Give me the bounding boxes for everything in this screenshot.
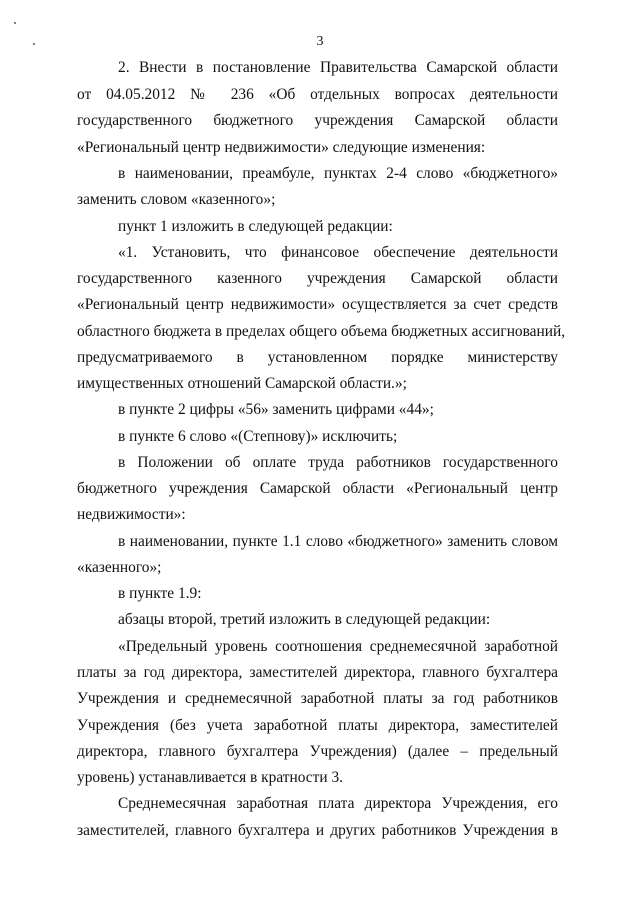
paragraph-line: в пункте 2 цифры «56» заменить цифрами «44»; (118, 401, 434, 418)
paragraph-line: директора, главного бухгалтера Учреждения) (далее – предельный (77, 743, 558, 760)
paragraph-line: в Положении об оплате труда работников государственного (118, 454, 558, 471)
paragraph-line: пункт 1 изложить в следующей редакции: (118, 218, 393, 235)
paragraph-line: предусматриваемого в установленном порядке министерству (77, 349, 558, 366)
paragraph-line: Среднемесячная заработная плата директора Учреждения, его (118, 795, 558, 812)
paragraph-line: заменить словом «казенного»; (77, 191, 276, 208)
paragraph-line: «Региональный центр недвижимости» осуществляется за счет средств (77, 296, 558, 313)
paragraph-line: Учреждения и среднемесячной заработной платы за год работников (77, 690, 558, 707)
paragraph-line: государственного бюджетного учреждения Самарской области (77, 112, 558, 129)
paragraph-line: Учреждения (без учета заработной платы директора, заместителей (77, 717, 558, 734)
paragraph-line: заместителей, главного бухгалтера и других работников Учреждения в (77, 822, 558, 839)
paragraph-line: «Предельный уровень соотношения среднемесячной заработной (118, 638, 558, 655)
scan-artifact (14, 22, 16, 24)
paragraph-line: 2. Внести в постановление Правительства Самарской области (118, 59, 558, 76)
paragraph-line: в пункте 6 слово «(Степнову)» исключить; (118, 428, 398, 445)
paragraph-line: от 04.05.2012 № 236 «Об отдельных вопросах деятельности (77, 86, 558, 103)
paragraph-line: областного бюджета в пределах общего объема бюджетных ассигнований, (77, 323, 566, 340)
paragraph-line: в наименовании, преамбуле, пунктах 2-4 слово «бюджетного» (118, 165, 558, 182)
paragraph-line: недвижимости»: (77, 506, 186, 523)
paragraph-line: платы за год директора, заместителей директора, главного бухгалтера (77, 664, 558, 681)
scan-artifact (33, 43, 35, 45)
paragraph-line: имущественных отношений Самарской области.»; (77, 375, 407, 392)
page-number: 3 (316, 34, 324, 49)
paragraph-line: абзацы второй, третий изложить в следующей редакции: (118, 611, 491, 628)
paragraph-line: «1. Установить, что финансовое обеспечение деятельности (118, 244, 558, 261)
paragraph-line: бюджетного учреждения Самарской области «Региональный центр (77, 480, 558, 497)
paragraph-line: «Региональный центр недвижимости» следующие изменения: (77, 139, 486, 156)
paragraph-line: в пункте 1.9: (118, 585, 202, 602)
paragraph-line: в наименовании, пункте 1.1 слово «бюджетного» заменить словом (118, 533, 558, 550)
paragraph-line: «казенного»; (77, 559, 162, 576)
paragraph-line: уровень) устанавливается в кратности 3. (77, 769, 343, 786)
paragraph-line: государственного казенного учреждения Самарской области (77, 270, 558, 287)
